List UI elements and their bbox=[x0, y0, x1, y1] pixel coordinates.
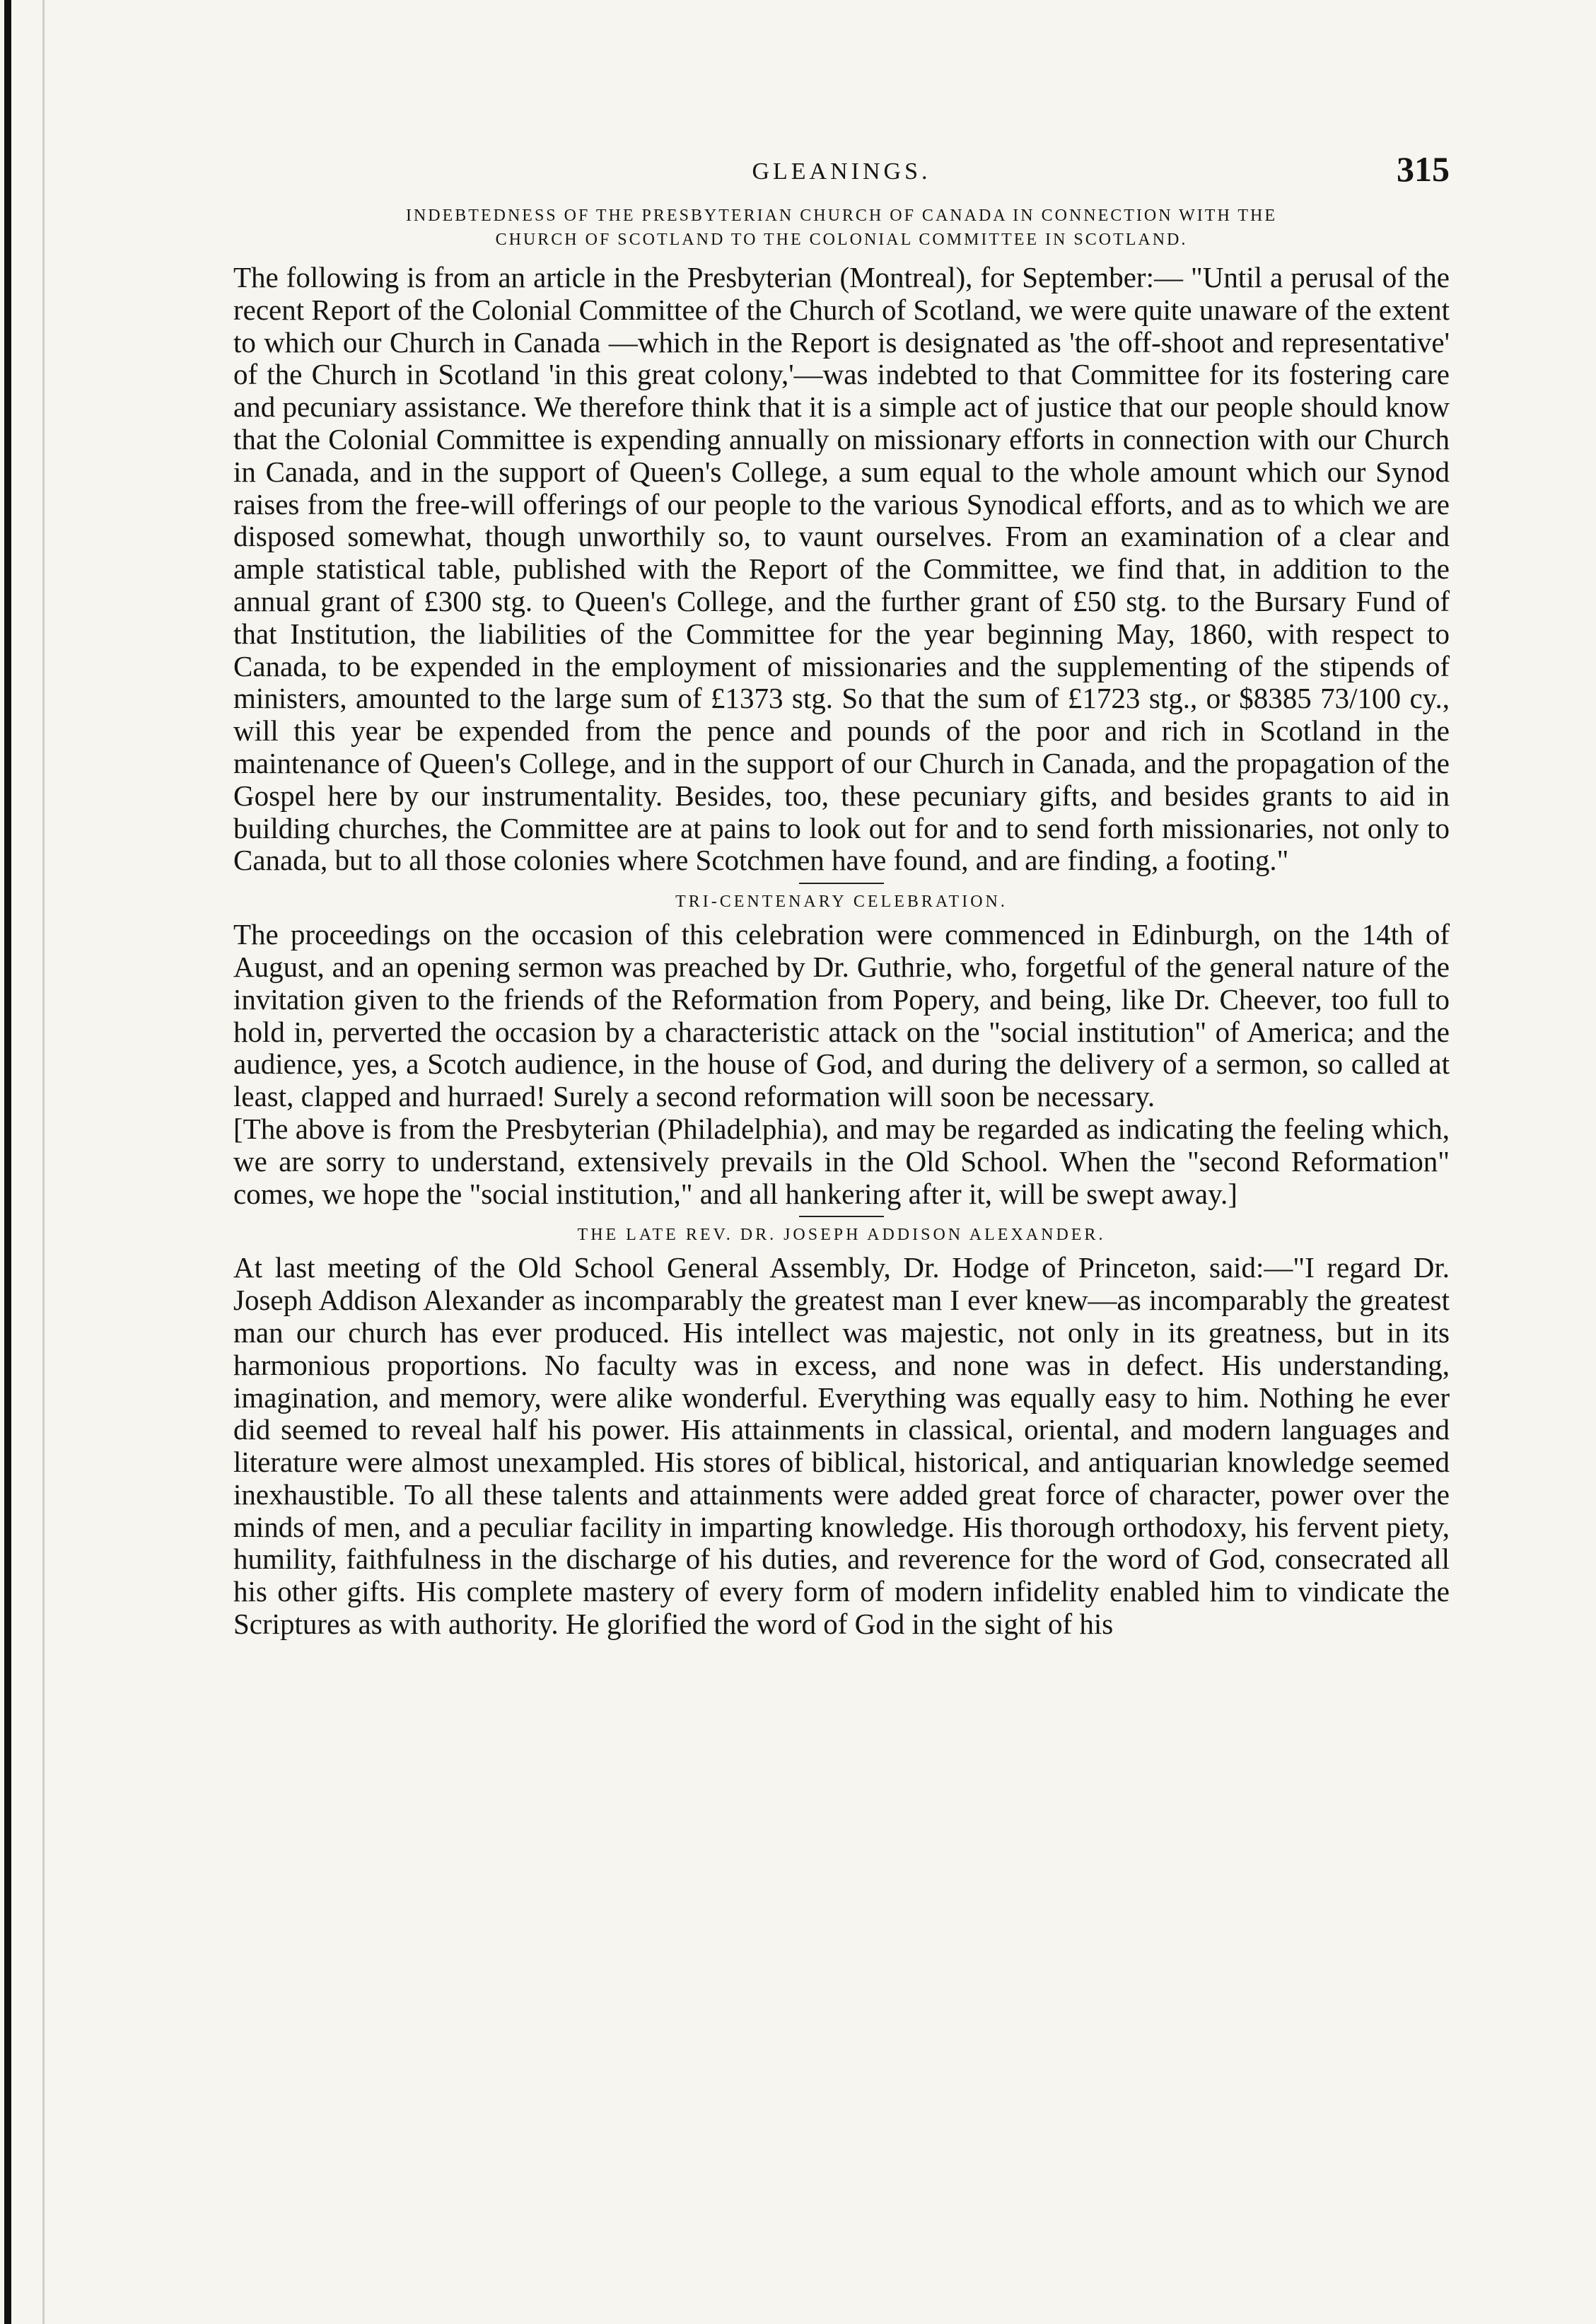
scan-binding-edge bbox=[4, 0, 11, 2324]
heading-line-1: INDEBTEDNESS OF THE PRESBYTERIAN CHURCH OF CANADA IN CONNECTION WITH THE bbox=[405, 207, 1278, 225]
article-paragraph: [The above is from the Presbyterian (Philadelphia), and may be regarded as indicating the feeling which, we are sorry to understand, extensively prevails in the Old School. When the "second Reformation" comes, we hope the "social institution," and all hankering after it, will be swept away.] bbox=[233, 1112, 1450, 1210]
article-heading-alexander: THE LATE REV. DR. JOSEPH ADDISON ALEXANDER. bbox=[577, 1226, 1106, 1245]
book-page bbox=[233, 149, 1450, 1641]
running-title: GLEANINGS. bbox=[752, 158, 931, 185]
running-head bbox=[233, 149, 1450, 198]
heading-line-2: CHURCH OF SCOTLAND TO THE COLONIAL COMMITTEE IN SCOTLAND. bbox=[495, 231, 1188, 249]
article-paragraph: At last meeting of the Old School General Assembly, Dr. Hodge of Princeton, said:—"I regard Dr. Joseph Addison Alexander as incomparably the greatest man I ever knew—as incomparably the greatest man our church has ever produced. His intellect was majestic, not only in its greatness, but in its harmonious proportions. No faculty was in excess, and none was in defect. His understanding, imagination, and memory, were alike wonderful. Everything was equally easy to him. Nothing he ever did seemed to reveal half his power. His attainments in classical, oriental, and modern languages and literature were almost unexampled. His stores of biblical, historical, and antiquarian knowledge seemed inexhaustible. To all these talents and attainments were added great force of character, power over the minds of men, and a peculiar facility in imparting knowledge. His thorough orthodoxy, his fervent piety, humility, faithfulness in the discharge of his duties, and reverence for the word of God, consecrated all his other gifts. His complete mastery of every form of modern infidelity enabled him to vindicate the Scriptures as with authority. He glorified the word of God in the sight of his bbox=[233, 1251, 1450, 1641]
section-divider bbox=[799, 883, 884, 884]
section-divider bbox=[799, 1216, 884, 1217]
article-paragraph: The proceedings on the occasion of this celebration were commenced in Edinburgh, on the 14th of August, and an opening sermon was preached by Dr. Guthrie, who, forgetful of the general nature of the invitation given to the friends of the Reformation from Popery, and being, like Dr. Cheever, too full to hold in, perverted the occasion by a characteristic attack on the "social institution" of America; and the audience, yes, a Scotch audience, in the house of God, and during the delivery of a sermon, so called at least, clapped and hurraed! Surely a second reformation will soon be necessary. bbox=[233, 918, 1450, 1113]
page-number: 315 bbox=[1397, 149, 1450, 189]
article-paragraph: The following is from an article in the Presbyterian (Montreal), for September:— "Until a perusal of the recent Report of the Colonial Committee of the Church of Scotland, we were quite unaware of the extent to which our Church in Canada —which in the Report is designated as 'the off-shoot and representative' of the Church in Scotland 'in this great colony,'—was indebted to that Committee for its fostering care and pecuniary assistance. We therefore think that it is a simple act of justice that our people should know that the Colonial Committee is expending annually on missionary efforts in connection with our Church in Canada, and in the support of Queen's College, a sum equal to the whole amount which our Synod raises from the free-will offerings of our people to the various Synodical efforts, and as to which we are disposed somewhat, though unworthily so, to vaunt ourselves. From an examination of a clear and ample statistical table, published with the Report of the Committee, we find that, in addition to the annual grant of £300 stg. to Queen's College, and the further grant of £50 stg. to the Bursary Fund of that Institution, the liabilities of the Committee for the year beginning May, 1860, with respect to Canada, to be expended in the employment of missionaries and the supplementing of the stipends of ministers, amounted to the large sum of £1373 stg. So that the sum of £1723 stg., or $8385 73/100 cy., will this year be expended from the pence and pounds of the poor and rich in Scotland in the maintenance of Queen's College, and in the support of our Church in Canada, and the propagation of the Gospel here by our instrumentality. Besides, too, these pecuniary gifts, and besides grants to aid in building churches, the Committee are at pains to look out for and to send forth missionaries, not only to Canada, but to all those colonies where Scotchmen have found, and are finding, a footing." bbox=[233, 261, 1450, 877]
article-heading-tri-centenary: TRI-CENTENARY CELEBRATION. bbox=[675, 893, 1008, 912]
article-heading-indebtedness bbox=[247, 204, 1435, 252]
scan-margin-line bbox=[42, 0, 45, 2324]
